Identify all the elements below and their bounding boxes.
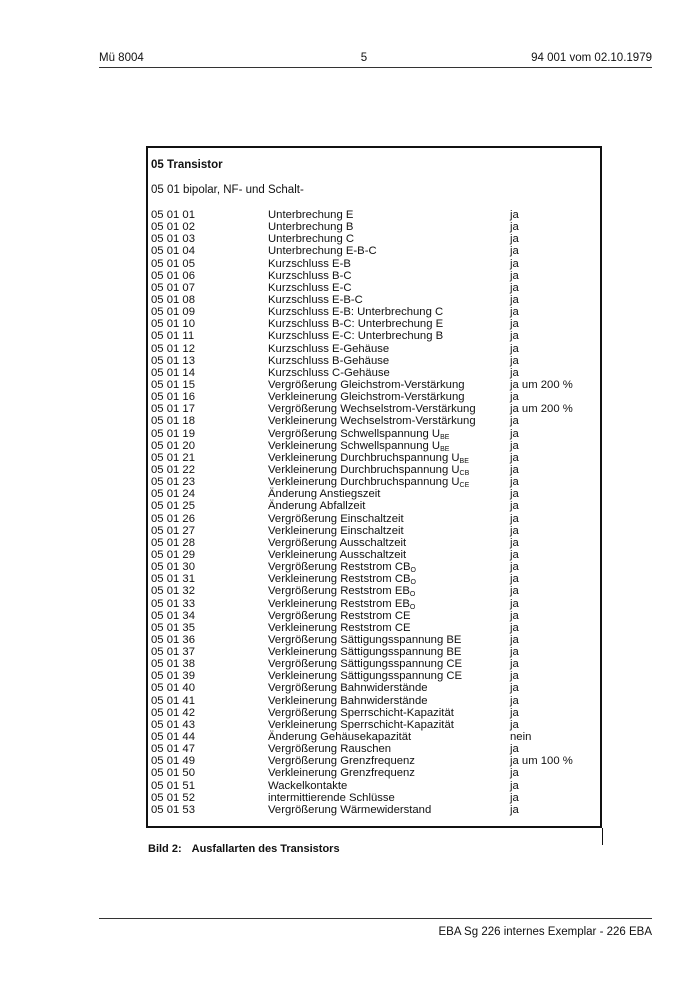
failure-code: 05 01 06 [151, 269, 195, 282]
failure-description-subscript: O [409, 591, 416, 599]
failure-code: 05 01 14 [151, 366, 195, 379]
failure-description-subscript: O [409, 603, 416, 611]
failure-mode-row [151, 695, 599, 707]
failure-applicable: ja [510, 791, 519, 804]
failure-description [268, 634, 461, 646]
failure-description [268, 719, 454, 731]
failure-mode-row [151, 258, 599, 270]
failure-description-text: Verkleinerung Schwellspannung U [268, 439, 441, 452]
failure-description [268, 767, 415, 779]
failure-mode-row [151, 658, 599, 670]
failure-code: 05 01 53 [151, 803, 195, 816]
box-edge-mark [602, 828, 603, 845]
failure-mode-row [151, 282, 599, 294]
failure-description-text: Kurzschluss E-C: Unterbrechung B [268, 330, 444, 343]
failure-description-subscript: O [410, 579, 416, 587]
failure-description [268, 379, 465, 391]
failure-description-text: Unterbrechung C [268, 233, 355, 246]
failure-description [268, 233, 354, 245]
failure-applicable: ja [510, 330, 519, 343]
failure-description [268, 549, 406, 561]
failure-description-text: Verkleinerung Reststrom CE [268, 621, 411, 634]
failure-code: 05 01 21 [151, 451, 195, 464]
failure-description-text: Vergrößerung Einschaltzeit [268, 512, 404, 525]
failure-applicable: ja um 200 % [510, 403, 573, 416]
failure-description [268, 707, 454, 719]
failure-applicable: ja [510, 682, 519, 695]
failure-mode-row [151, 476, 599, 488]
failure-mode-row [151, 731, 599, 743]
failure-description-text: intermittierende Schlüsse [268, 791, 395, 804]
failure-description-text: Kurzschluss E-B-C [268, 293, 363, 306]
failure-description [268, 245, 377, 257]
failure-description-text: Kurzschluss B-C [268, 269, 352, 282]
failure-description [268, 561, 416, 573]
failure-mode-row [151, 428, 599, 440]
failure-code: 05 01 08 [151, 293, 195, 306]
figure-caption [148, 843, 340, 855]
failure-applicable: ja [510, 451, 519, 464]
failure-mode-row [151, 379, 599, 391]
failure-applicable: ja [510, 621, 519, 634]
failure-mode-row [151, 670, 599, 682]
failure-description [268, 428, 449, 440]
header-right: 94 001 vom 02.10.1979 [531, 52, 652, 64]
failure-description [268, 670, 462, 682]
failure-mode-row [151, 780, 599, 792]
failure-description [268, 743, 391, 755]
caption-label: Bild 2: [148, 843, 182, 855]
failure-mode-row [151, 440, 599, 452]
failure-mode-row [151, 500, 599, 512]
failure-description-text: Verkleinerung Einschaltzeit [268, 524, 404, 537]
failure-applicable: ja [510, 767, 519, 780]
caption-text: Ausfallarten des Transistors [191, 843, 340, 855]
failure-applicable: ja [510, 743, 519, 756]
failure-applicable: ja [510, 439, 519, 452]
failure-description [268, 282, 352, 294]
failure-description [268, 573, 416, 585]
failure-mode-row [151, 767, 599, 779]
failure-code: 05 01 01 [151, 209, 195, 221]
failure-code: 05 01 05 [151, 257, 195, 270]
failure-description [268, 610, 411, 622]
failure-applicable: ja [510, 342, 519, 355]
failure-code: 05 01 40 [151, 682, 195, 695]
failure-mode-row [151, 646, 599, 658]
failure-description [268, 270, 352, 282]
failure-code: 05 01 44 [151, 731, 195, 744]
failure-code: 05 01 02 [151, 221, 195, 234]
failure-description [268, 780, 347, 792]
failure-applicable: ja [510, 597, 519, 610]
failure-description-text: Änderung Abfallzeit [268, 500, 366, 513]
failure-applicable: ja [510, 245, 519, 258]
failure-mode-row [151, 792, 599, 804]
failure-description-text: Kurzschluss B-C: Unterbrechung E [268, 318, 444, 331]
failure-mode-row [151, 355, 599, 367]
failure-code: 05 01 42 [151, 706, 195, 719]
failure-applicable: ja [510, 512, 519, 525]
failure-applicable: ja [510, 658, 519, 671]
failure-description-text: Kurzschluss C-Gehäuse [268, 366, 390, 379]
failure-mode-row [151, 537, 599, 549]
failure-description-text: Kurzschluss B-Gehäuse [268, 354, 390, 367]
failure-applicable: ja [510, 221, 519, 234]
failure-mode-row [151, 318, 599, 330]
failure-description-text: Änderung Gehäusekapazität [268, 731, 412, 744]
failure-applicable: ja [510, 573, 519, 586]
failure-mode-row [151, 707, 599, 719]
failure-description-text: Vergrößerung Schwellspannung U [268, 427, 441, 440]
failure-description-text: Verkleinerung Grenzfrequenz [268, 767, 415, 780]
failure-code: 05 01 30 [151, 561, 195, 574]
failure-description [268, 598, 415, 610]
failure-mode-row [151, 549, 599, 561]
failure-applicable: ja [510, 694, 519, 707]
failure-code: 05 01 15 [151, 378, 195, 391]
failure-applicable: ja [510, 366, 519, 379]
failure-code: 05 01 31 [151, 573, 195, 586]
failure-description-text: Verkleinerung Bahnwiderstände [268, 694, 428, 707]
failure-description-text: Vergrößerung Reststrom CE [268, 609, 411, 622]
failure-mode-row [151, 804, 599, 816]
failure-description-text: Verkleinerung Sperrschicht-Kapazität [268, 718, 454, 731]
failure-description-subscript: BE [459, 457, 469, 465]
failure-code: 05 01 51 [151, 779, 195, 792]
failure-code: 05 01 10 [151, 318, 195, 331]
failure-mode-row [151, 306, 599, 318]
failure-mode-row [151, 561, 599, 573]
failure-description-text: Vergrößerung Reststrom EB [268, 585, 410, 598]
failure-description [268, 294, 363, 306]
failure-description-text: Verkleinerung Durchbruchspannung U [268, 476, 460, 489]
failure-description-text: Vergrößerung Sättigungsspannung BE [268, 633, 462, 646]
failure-code: 05 01 18 [151, 415, 195, 428]
failure-code: 05 01 50 [151, 767, 195, 780]
failure-description [268, 476, 469, 488]
failure-description-subscript: CB [459, 469, 470, 477]
failure-mode-row [151, 367, 599, 379]
failure-description [268, 646, 461, 658]
failure-mode-row [151, 294, 599, 306]
failure-description [268, 695, 428, 707]
failure-applicable: ja [510, 548, 519, 561]
failure-mode-row [151, 598, 599, 610]
failure-description-text: Vergrößerung Wärmewiderstand [268, 803, 432, 816]
failure-applicable: ja [510, 524, 519, 537]
failure-applicable: ja [510, 536, 519, 549]
failure-applicable: ja [510, 318, 519, 331]
failure-description [268, 537, 406, 549]
failure-description-text: Vergrößerung Gleichstrom-Verstärkung [268, 378, 465, 391]
failure-description-text: Verkleinerung Sättigungsspannung BE [268, 646, 462, 659]
failure-description-text: Verkleinerung Reststrom EB [268, 597, 410, 610]
failure-description [268, 440, 449, 452]
failure-mode-list [151, 209, 599, 816]
failure-mode-row [151, 452, 599, 464]
failure-applicable: ja [510, 233, 519, 246]
failure-applicable: ja [510, 463, 519, 476]
failure-code: 05 01 11 [151, 330, 195, 343]
failure-code: 05 01 27 [151, 524, 195, 537]
failure-description [268, 755, 415, 767]
failure-code: 05 01 52 [151, 791, 195, 804]
failure-description-text: Verkleinerung Ausschaltzeit [268, 548, 407, 561]
failure-description-text: Vergrößerung Ausschaltzeit [268, 536, 407, 549]
failure-description-subscript: BE [440, 433, 450, 441]
failure-mode-row [151, 403, 599, 415]
failure-code: 05 01 12 [151, 342, 195, 355]
failure-code: 05 01 03 [151, 233, 195, 246]
failure-mode-row [151, 719, 599, 731]
failure-applicable: ja [510, 269, 519, 282]
failure-applicable: ja [510, 803, 519, 816]
failure-code: 05 01 37 [151, 646, 195, 659]
failure-description-text: Kurzschluss E-B: Unterbrechung C [268, 306, 444, 319]
failure-code: 05 01 32 [151, 585, 195, 598]
failure-description [268, 403, 476, 415]
failure-applicable: ja um 200 % [510, 378, 573, 391]
failure-description [268, 464, 469, 476]
failure-modes-box [146, 146, 602, 828]
failure-code: 05 01 39 [151, 670, 195, 683]
failure-description [268, 343, 389, 355]
failure-description-text: Vergrößerung Sperrschicht-Kapazität [268, 706, 454, 719]
failure-mode-row [151, 221, 599, 233]
failure-mode-row [151, 525, 599, 537]
failure-applicable: ja [510, 488, 519, 501]
failure-applicable: ja [510, 427, 519, 440]
failure-code: 05 01 04 [151, 245, 195, 258]
failure-applicable: ja [510, 209, 519, 221]
failure-applicable: ja [510, 354, 519, 367]
failure-applicable: ja [510, 670, 519, 683]
failure-description [268, 525, 404, 537]
failure-description [268, 391, 465, 403]
failure-applicable: nein [510, 731, 532, 744]
failure-description-text: Verkleinerung Wechselstrom-Verstärkung [268, 415, 476, 428]
failure-description [268, 682, 428, 694]
failure-code: 05 01 20 [151, 439, 195, 452]
failure-mode-row [151, 209, 599, 221]
failure-mode-row [151, 270, 599, 282]
failure-description [268, 488, 380, 500]
failure-code: 05 01 36 [151, 633, 195, 646]
failure-mode-row [151, 488, 599, 500]
failure-description [268, 330, 443, 342]
failure-description-text: Änderung Anstiegszeit [268, 488, 381, 501]
failure-description-text: Verkleinerung Reststrom CB [268, 573, 411, 586]
failure-applicable: ja [510, 281, 519, 294]
failure-code: 05 01 23 [151, 476, 195, 489]
failure-code: 05 01 41 [151, 694, 195, 707]
failure-applicable: ja um 100 % [510, 755, 573, 768]
failure-description-text: Wackelkontakte [268, 779, 348, 792]
failure-mode-row [151, 622, 599, 634]
section-title: 05 Transistor [151, 159, 223, 171]
failure-mode-row [151, 743, 599, 755]
failure-code: 05 01 35 [151, 621, 195, 634]
failure-description [268, 622, 411, 634]
failure-applicable: ja [510, 500, 519, 513]
failure-description [268, 792, 395, 804]
failure-description [268, 415, 476, 427]
failure-description [268, 306, 443, 318]
failure-applicable: ja [510, 718, 519, 731]
failure-mode-row [151, 573, 599, 585]
failure-applicable: ja [510, 561, 519, 574]
failure-description-text: Unterbrechung E [268, 209, 354, 221]
failure-mode-row [151, 585, 599, 597]
failure-mode-row [151, 610, 599, 622]
failure-description-subscript: CE [459, 482, 470, 490]
failure-mode-row [151, 682, 599, 694]
failure-mode-row [151, 464, 599, 476]
failure-description-text: Unterbrechung E-B-C [268, 245, 377, 258]
failure-mode-row [151, 755, 599, 767]
failure-description [268, 500, 365, 512]
failure-code: 05 01 28 [151, 536, 195, 549]
failure-mode-row [151, 233, 599, 245]
failure-applicable: ja [510, 293, 519, 306]
failure-applicable: ja [510, 306, 519, 319]
failure-description-text: Verkleinerung Durchbruchspannung U [268, 463, 460, 476]
failure-description [268, 318, 443, 330]
failure-mode-row [151, 415, 599, 427]
failure-code: 05 01 38 [151, 658, 195, 671]
failure-code: 05 01 09 [151, 306, 195, 319]
failure-description-text: Kurzschluss E-B [268, 257, 351, 270]
failure-code: 05 01 07 [151, 281, 195, 294]
failure-code: 05 01 49 [151, 755, 195, 768]
failure-applicable: ja [510, 706, 519, 719]
failure-code: 05 01 16 [151, 391, 195, 404]
header-divider [99, 67, 652, 68]
failure-description [268, 221, 353, 233]
failure-description-text: Vergrößerung Grenzfrequenz [268, 755, 415, 768]
section-subtitle: 05 01 bipolar, NF- und Schalt- [151, 184, 304, 196]
failure-code: 05 01 26 [151, 512, 195, 525]
failure-description-text: Unterbrechung B [268, 221, 354, 234]
failure-code: 05 01 25 [151, 500, 195, 513]
failure-code: 05 01 47 [151, 743, 195, 756]
failure-code: 05 01 24 [151, 488, 195, 501]
failure-mode-row [151, 634, 599, 646]
failure-description-subscript: O [410, 567, 416, 575]
failure-code: 05 01 22 [151, 463, 195, 476]
failure-description [268, 452, 469, 464]
failure-description-text: Verkleinerung Durchbruchspannung U [268, 451, 460, 464]
failure-description [268, 367, 390, 379]
failure-description [268, 258, 351, 270]
header-left: Mü 8004 [99, 52, 144, 64]
failure-applicable: ja [510, 391, 519, 404]
failure-code: 05 01 17 [151, 403, 195, 416]
failure-description [268, 658, 462, 670]
failure-description-subscript: BE [440, 445, 450, 453]
failure-description-text: Verkleinerung Sättigungsspannung CE [268, 670, 463, 683]
failure-applicable: ja [510, 257, 519, 270]
failure-applicable: ja [510, 609, 519, 622]
failure-code: 05 01 33 [151, 597, 195, 610]
failure-description-text: Vergrößerung Sättigungsspannung CE [268, 658, 463, 671]
failure-description [268, 355, 389, 367]
page-number: 5 [360, 52, 368, 64]
failure-description [268, 585, 415, 597]
failure-code: 05 01 34 [151, 609, 195, 622]
failure-description-text: Vergrößerung Wechselstrom-Verstärkung [268, 403, 476, 416]
footer-text: EBA Sg 226 internes Exemplar - 226 EBA [438, 926, 652, 938]
failure-description-text: Kurzschluss E-C [268, 281, 352, 294]
footer-divider [99, 918, 652, 919]
failure-description-text: Verkleinerung Gleichstrom-Verstärkung [268, 391, 465, 404]
failure-applicable: ja [510, 779, 519, 792]
failure-description [268, 209, 353, 221]
failure-applicable: ja [510, 585, 519, 598]
failure-code: 05 01 13 [151, 354, 195, 367]
failure-mode-row [151, 330, 599, 342]
failure-description-text: Kurzschluss E-Gehäuse [268, 342, 390, 355]
failure-description [268, 804, 431, 816]
failure-description [268, 731, 411, 743]
failure-description-text: Vergrößerung Bahnwiderstände [268, 682, 428, 695]
failure-code: 05 01 43 [151, 718, 195, 731]
failure-mode-row [151, 343, 599, 355]
failure-description [268, 513, 404, 525]
failure-mode-row [151, 513, 599, 525]
failure-mode-row [151, 391, 599, 403]
failure-applicable: ja [510, 415, 519, 428]
failure-code: 05 01 29 [151, 548, 195, 561]
failure-applicable: ja [510, 633, 519, 646]
failure-mode-row [151, 245, 599, 257]
failure-description-text: Vergrößerung Reststrom CB [268, 561, 411, 574]
failure-applicable: ja [510, 646, 519, 659]
failure-description-text: Vergrößerung Rauschen [268, 743, 392, 756]
failure-applicable: ja [510, 476, 519, 489]
failure-code: 05 01 19 [151, 427, 195, 440]
